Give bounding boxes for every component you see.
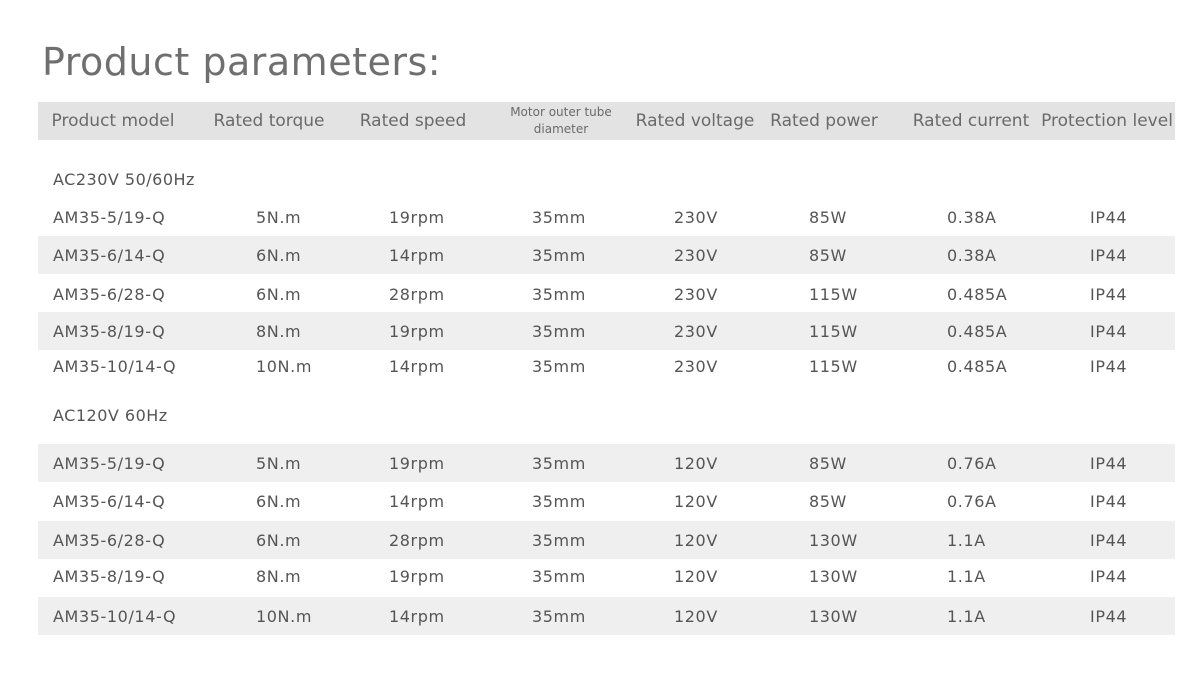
cell-protection-level: IP44 xyxy=(1090,530,1128,550)
cell-rated-torque: 5N.m xyxy=(256,453,302,473)
cell-product-model: AM35-8/19-Q xyxy=(53,566,166,586)
cell-rated-speed: 28rpm xyxy=(389,284,445,304)
table-row xyxy=(38,198,1175,236)
cell-rated-current: 0.485A xyxy=(947,356,1008,376)
cell-rated-current: 0.485A xyxy=(947,284,1008,304)
cell-rated-torque: 6N.m xyxy=(256,284,302,304)
table-row xyxy=(38,347,1175,385)
table-row xyxy=(38,275,1175,313)
cell-tube-diameter: 35mm xyxy=(532,321,586,341)
cell-tube-diameter: 35mm xyxy=(532,245,586,265)
cell-rated-power: 85W xyxy=(809,453,847,473)
cell-rated-current: 0.38A xyxy=(947,207,997,227)
column-header-rated-speed: Rated speed xyxy=(359,111,467,131)
cell-rated-voltage: 120V xyxy=(674,566,718,586)
cell-rated-current: 0.485A xyxy=(947,321,1008,341)
cell-rated-power: 115W xyxy=(809,321,858,341)
cell-rated-speed: 14rpm xyxy=(389,245,445,265)
table-row xyxy=(38,236,1175,274)
cell-protection-level: IP44 xyxy=(1090,606,1128,626)
cell-rated-speed: 14rpm xyxy=(389,491,445,511)
cell-tube-diameter: 35mm xyxy=(532,566,586,586)
cell-rated-voltage: 230V xyxy=(674,356,718,376)
cell-protection-level: IP44 xyxy=(1090,453,1128,473)
table-row xyxy=(38,557,1175,595)
cell-protection-level: IP44 xyxy=(1090,284,1128,304)
cell-rated-torque: 8N.m xyxy=(256,321,302,341)
cell-rated-voltage: 120V xyxy=(674,491,718,511)
cell-rated-current: 0.38A xyxy=(947,245,997,265)
cell-product-model: AM35-6/28-Q xyxy=(53,530,166,550)
cell-rated-voltage: 230V xyxy=(674,321,718,341)
cell-rated-current: 1.1A xyxy=(947,566,986,586)
cell-rated-torque: 6N.m xyxy=(256,245,302,265)
cell-rated-power: 115W xyxy=(809,356,858,376)
column-header-rated-torque: Rated torque xyxy=(213,111,325,131)
cell-tube-diameter: 35mm xyxy=(532,207,586,227)
cell-tube-diameter: 35mm xyxy=(532,356,586,376)
cell-rated-speed: 19rpm xyxy=(389,207,445,227)
cell-protection-level: IP44 xyxy=(1090,566,1128,586)
cell-rated-speed: 19rpm xyxy=(389,453,445,473)
column-header-motor-outer-tube-diameter: Motor outer tube diameter xyxy=(510,105,612,136)
cell-rated-torque: 6N.m xyxy=(256,530,302,550)
cell-rated-power: 130W xyxy=(809,566,858,586)
cell-rated-voltage: 120V xyxy=(674,453,718,473)
cell-rated-voltage: 230V xyxy=(674,245,718,265)
cell-product-model: AM35-10/14-Q xyxy=(53,356,177,376)
cell-rated-speed: 14rpm xyxy=(389,606,445,626)
cell-product-model: AM35-10/14-Q xyxy=(53,606,177,626)
table-row xyxy=(38,444,1175,482)
cell-protection-level: IP44 xyxy=(1090,321,1128,341)
cell-tube-diameter: 35mm xyxy=(532,453,586,473)
cell-rated-power: 115W xyxy=(809,284,858,304)
cell-rated-voltage: 230V xyxy=(674,284,718,304)
cell-rated-torque: 6N.m xyxy=(256,491,302,511)
cell-rated-power: 85W xyxy=(809,245,847,265)
table-row xyxy=(38,312,1175,350)
cell-rated-power: 85W xyxy=(809,491,847,511)
cell-rated-torque: 10N.m xyxy=(256,356,312,376)
cell-product-model: AM35-5/19-Q xyxy=(53,207,166,227)
cell-rated-current: 1.1A xyxy=(947,606,986,626)
cell-rated-power: 130W xyxy=(809,606,858,626)
table-row xyxy=(38,597,1175,635)
cell-product-model: AM35-8/19-Q xyxy=(53,321,166,341)
cell-rated-speed: 28rpm xyxy=(389,530,445,550)
cell-protection-level: IP44 xyxy=(1090,491,1128,511)
cell-rated-current: 0.76A xyxy=(947,491,997,511)
column-header-rated-current: Rated current xyxy=(912,111,1030,131)
column-header-protection-level: Protection level xyxy=(1041,111,1173,131)
column-header-rated-voltage: Rated voltage xyxy=(635,111,755,131)
table-row xyxy=(38,521,1175,559)
cell-rated-power: 130W xyxy=(809,530,858,550)
cell-tube-diameter: 35mm xyxy=(532,491,586,511)
cell-rated-torque: 8N.m xyxy=(256,566,302,586)
cell-protection-level: IP44 xyxy=(1090,356,1128,376)
cell-rated-speed: 19rpm xyxy=(389,566,445,586)
section-label-ac230v: AC230V 50/60Hz xyxy=(53,170,195,189)
cell-product-model: AM35-6/14-Q xyxy=(53,491,166,511)
cell-rated-power: 85W xyxy=(809,207,847,227)
cell-tube-diameter: 35mm xyxy=(532,284,586,304)
cell-rated-current: 1.1A xyxy=(947,530,986,550)
column-header-rated-power: Rated power xyxy=(770,111,878,131)
cell-product-model: AM35-6/28-Q xyxy=(53,284,166,304)
cell-rated-voltage: 230V xyxy=(674,207,718,227)
cell-rated-torque: 10N.m xyxy=(256,606,312,626)
cell-rated-voltage: 120V xyxy=(674,530,718,550)
cell-tube-diameter: 35mm xyxy=(532,606,586,626)
cell-rated-voltage: 120V xyxy=(674,606,718,626)
table-row xyxy=(38,482,1175,520)
cell-rated-torque: 5N.m xyxy=(256,207,302,227)
page-title: Product parameters: xyxy=(42,40,442,84)
cell-rated-current: 0.76A xyxy=(947,453,997,473)
cell-tube-diameter: 35mm xyxy=(532,530,586,550)
column-header-product-model: Product model xyxy=(51,111,175,131)
cell-rated-speed: 14rpm xyxy=(389,356,445,376)
cell-product-model: AM35-6/14-Q xyxy=(53,245,166,265)
cell-rated-speed: 19rpm xyxy=(389,321,445,341)
cell-product-model: AM35-5/19-Q xyxy=(53,453,166,473)
table-header xyxy=(38,102,1175,140)
cell-protection-level: IP44 xyxy=(1090,207,1128,227)
section-label-ac120v: AC120V 60Hz xyxy=(53,406,168,425)
cell-protection-level: IP44 xyxy=(1090,245,1128,265)
